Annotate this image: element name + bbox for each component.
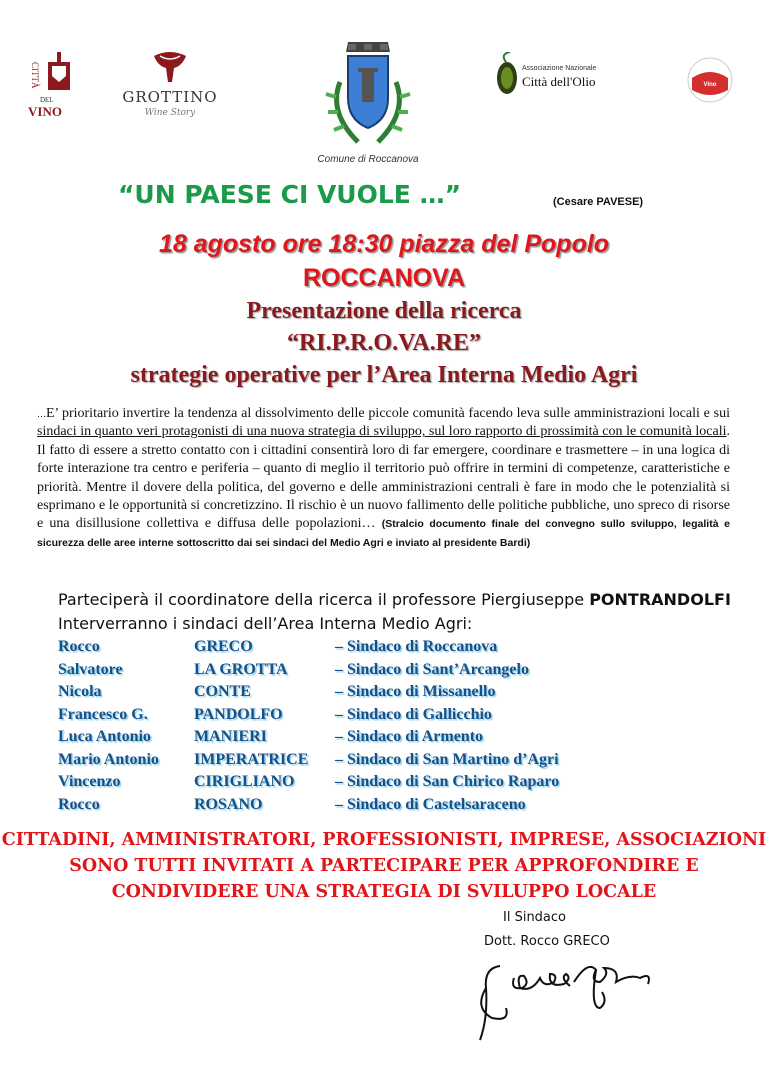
mayor-row [58, 638, 698, 661]
invitation-line-1: CITTADINI, AMMINISTRATORI, PROFESSIONISTI, IMPRESE, ASSOCIAZIONI [1, 830, 767, 850]
coordinator-line [58, 590, 731, 609]
mayor-first-name: Nicola [58, 683, 102, 700]
invitation-line-2: SONO TUTTI INVITATI A PARTECIPARE PER APPROFONDIRE E [69, 856, 699, 876]
mayor-role: – Sindaco di Sant’Arcangelo [335, 660, 529, 678]
mayor-row [58, 661, 698, 684]
paragraph-underlined: sindaci in quanto veri protagonisti di una nuova strategia di sviluppo, sul loro rapporto di prossimità con le comunità locali [37, 424, 727, 440]
motto-heading: “UN PAESE CI VUOLE …” [118, 180, 461, 209]
mayor-role: – Sindaco di San Chirico Raparo [335, 773, 560, 790]
mayor-last-name: CONTE [194, 683, 251, 700]
citta-del-vino-logo [26, 52, 86, 122]
paragraph-part-2: . Il fatto di essere a stretto contatto con i cittadini consentirà loro di far emergere, coordinare e trasmettere – in una logica di forte interazione tra centro e periferia – quanto di meglio il territorio può offrire in termini di competenze, caratteristiche e priorità. Mentre il dovere della politica, del governo e delle amministrazioni centrali è fare in modo che le potenzialità si esprimano e le opportunità si concretizzino. Il rischio è un nuovo fallimento delle politiche pubbliche, uno spreco di risorse e una disillusione collettiva e diffusa delle popolazioni… [37, 424, 730, 532]
citta-dell-olio-logo [494, 52, 597, 100]
ellipsis: … [37, 409, 46, 419]
research-subtitle: strategie operative per l’Area Interna Medio Agri [130, 362, 638, 388]
invitation-line-3: CONDIVIDERE UNA STRATEGIA DI SVILUPPO LOCALE [111, 882, 657, 902]
body-paragraph [37, 405, 730, 552]
mayor-row [58, 751, 698, 774]
mayor-last-name: MANIERI [194, 728, 267, 745]
mayor-role: – Sindaco di Gallicchio [335, 705, 492, 723]
coordinator-intro: Parteciperà il coordinatore della ricerca il professore Piergiuseppe [58, 590, 590, 609]
comune-coat-of-arms [318, 42, 418, 172]
mayor-row [58, 683, 698, 706]
research-title: “RI.P.R.O.VA.RE” [286, 330, 482, 356]
mayor-row [58, 728, 698, 751]
mayor-first-name: Mario Antonio [58, 750, 159, 768]
mayor-last-name: PANDOLFO [194, 705, 283, 723]
event-date-line: 18 agosto ore 18:30 piazza del Popolo [158, 230, 610, 258]
signature-title: Il Sindaco [503, 910, 567, 925]
mayor-role: – Sindaco di Castelsaraceno [335, 795, 526, 813]
olio-name: Città dell'Olio [522, 74, 596, 89]
comune-caption: Comune di Roccanova [317, 154, 419, 165]
mayor-last-name: CIRIGLIANO [194, 773, 295, 790]
svg-text:CITTÀ: CITTÀ [30, 62, 40, 89]
olio-assoc-text: Associazione Nazionale [522, 65, 597, 72]
mayor-last-name: GRECO [194, 638, 253, 655]
mayor-last-name: IMPERATRICE [194, 750, 309, 768]
mayor-last-name: LA GROTTA [194, 660, 288, 678]
event-place: ROCCANOVA [302, 264, 466, 292]
mayor-first-name: Salvatore [58, 660, 123, 678]
svg-text:DEL: DEL [40, 96, 54, 104]
grottino-name: GROTTINO [122, 88, 218, 106]
coordinator-surname: PONTRANDOLFI [589, 590, 731, 609]
svg-text:Vino: Vino [703, 82, 717, 88]
mayor-first-name: Francesco G. [58, 705, 148, 723]
mayor-first-name: Vincenzo [58, 773, 121, 790]
paragraph-note: (Stralcio documento finale del convegno sullo sviluppo, legalità e sicurezza delle aree interne sottoscritto dai sei sindaci del Medio Agri e inviato al presidente Bardi) [37, 518, 730, 549]
mayor-first-name: Rocco [58, 795, 100, 813]
mayor-first-name: Rocco [58, 638, 100, 655]
mayor-first-name: Luca Antonio [58, 728, 151, 745]
mayors-intro: Interverranno i sindaci dell’Area Interna Medio Agri: [58, 614, 473, 633]
mayor-role: – Sindaco di Roccanova [335, 638, 498, 655]
mayor-role: – Sindaco di Armento [335, 728, 484, 745]
motto-author: (Cesare PAVESE) [553, 196, 644, 208]
mayor-last-name: ROSANO [194, 795, 263, 813]
presentation-heading: Presentazione della ricerca [246, 298, 522, 324]
vino-badge-logo [686, 56, 734, 104]
paragraph-part-1: E’ prioritario invertire la tendenza al dissolvimento delle piccole comunità facendo leva sulle amministrazioni locali e sui [46, 406, 730, 421]
grottino-logo [120, 52, 220, 130]
mayors-list [58, 638, 698, 818]
mayor-role: – Sindaco di Missanello [335, 683, 496, 700]
mayor-role: – Sindaco di San Martino d’Agri [335, 750, 559, 768]
signature-name: Dott. Rocco GRECO [484, 934, 610, 949]
svg-text:VINO: VINO [28, 104, 62, 119]
grottino-tagline: Wine Story [144, 108, 196, 118]
handwritten-signature [470, 948, 670, 1048]
mayor-row [58, 773, 698, 796]
mayor-row [58, 706, 698, 729]
mayor-row [58, 796, 698, 819]
